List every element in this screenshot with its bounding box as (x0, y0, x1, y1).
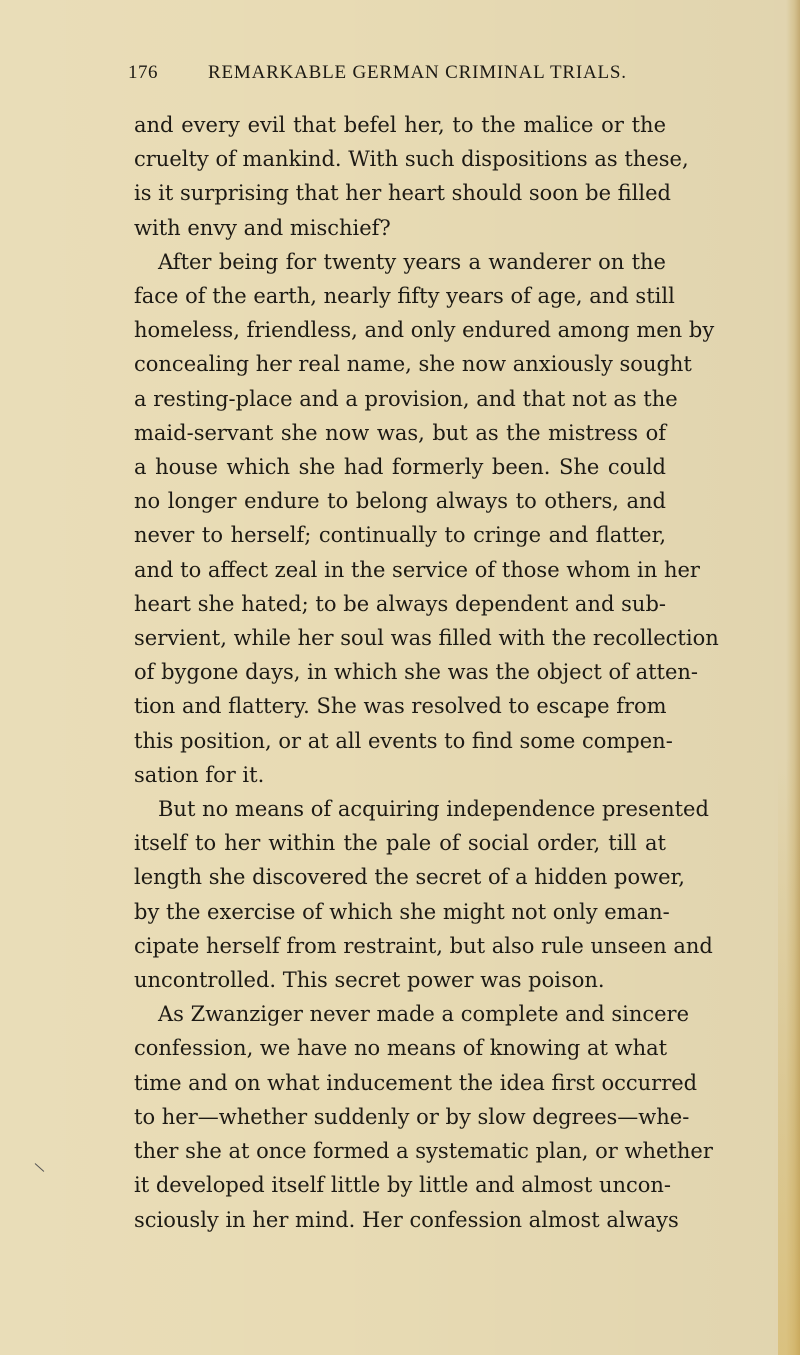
text-line: no longer endure to belong always to others, and (134, 489, 666, 514)
text-line: and every evil that befel her, to the malice or the (134, 113, 666, 137)
text-line: cipate herself from restraint, but also rule unseen and (134, 933, 713, 958)
text-line: tion and flattery. She was resolved to escape from (134, 694, 667, 719)
text-line: sation for it. (134, 762, 265, 787)
text-line: a house which she had formerly been. She could (134, 455, 666, 480)
text-line: After being for twenty years a wanderer on the (158, 249, 666, 274)
text-line: concealing her real name, she now anxiously sought (134, 352, 692, 377)
text-line: itself to her within the pale of social order, till at (134, 831, 666, 856)
text-line: cruelty of mankind. With such dispositions as these, (134, 147, 689, 172)
text-line: maid-servant she now was, but as the mistress of (134, 420, 666, 445)
text-line: uncontrolled. This secret power was poison. (134, 968, 605, 993)
text-line: servient, while her soul was filled with the recollection (134, 626, 719, 651)
text-line: As Zwanziger never made a complete and sincere (158, 1002, 690, 1027)
text-line: face of the earth, nearly fifty years of age, and still (134, 284, 675, 309)
text-line: and to affect zeal in the service of those whom in her (134, 557, 700, 582)
text-line: with envy and mischief? (134, 215, 391, 240)
running-title: REMARKABLE GERMAN CRIMINAL TRIALS. (208, 62, 627, 83)
text-line: sciously in her mind. Her confession almost always (134, 1207, 679, 1232)
text-line: But no means of acquiring independence presented (158, 797, 709, 822)
text-line: it developed itself little by little and almost uncon- (134, 1173, 672, 1198)
body-text (134, 108, 719, 1237)
text-line: a resting-place and a provision, and that not as the (134, 386, 678, 411)
text-line: of bygone days, in which she was the object of atten- (134, 660, 699, 685)
margin-mark (35, 1163, 45, 1172)
text-line: confession, we have no means of knowing at what (134, 1036, 668, 1061)
text-line: never to herself; continually to cringe and flatter, (134, 523, 666, 548)
page-number: 176 (128, 62, 158, 83)
text-line: time and on what inducement the idea first occurred (134, 1070, 698, 1095)
text-line: homeless, friendless, and only endured among men by (134, 318, 715, 343)
text-line: ther she at once formed a systematic plan, or whether (134, 1139, 713, 1164)
text-line: by the exercise of which she might not only eman- (134, 899, 670, 924)
text-line: heart she hated; to be always dependent and sub- (134, 591, 666, 616)
text-line: is it surprising that her heart should soon be filled (134, 181, 671, 206)
text-line: to her—whether suddenly or by slow degrees—whe- (134, 1104, 690, 1129)
page-stain (778, 755, 800, 1355)
text-line: length she discovered the secret of a hidden power, (134, 865, 685, 890)
text-line: this position, or at all events to find some compen- (134, 728, 673, 753)
page-header (128, 62, 668, 92)
